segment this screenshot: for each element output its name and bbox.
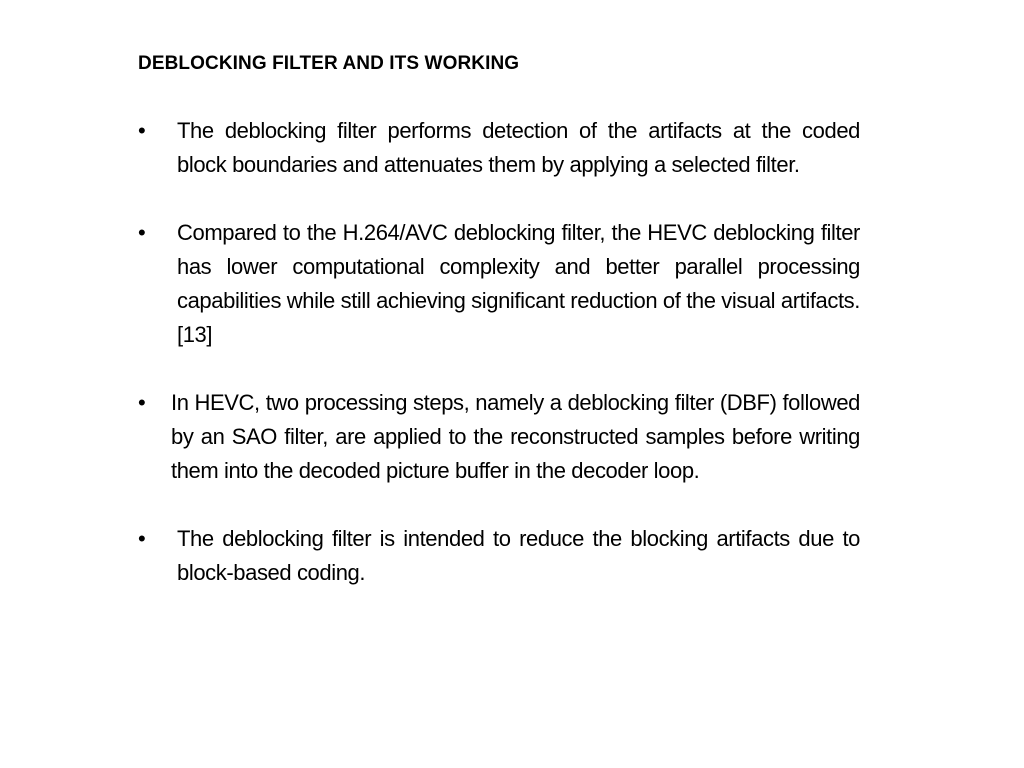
bullet-item-4 — [138, 522, 860, 590]
bullet-icon: • — [138, 526, 146, 551]
bullet-item-1 — [138, 114, 860, 182]
bullet-text: In HEVC, two processing steps, namely a deblocking filter (DBF) followed by an SAO filter, are applied to the reconstructed samples before writing them into the decoded picture buffer in the decoder loop. — [171, 390, 860, 483]
bullet-text: The deblocking filter performs detection of the artifacts at the coded block boundaries and attenuates them by applying a selected filter. — [177, 118, 860, 177]
bullet-text: Compared to the H.264/AVC deblocking filter, the HEVC deblocking filter has lower computational complexity and better parallel processing capabilities while still achieving significant reduction of the visual artifacts. [13] — [177, 220, 860, 347]
bullet-item-3 — [138, 386, 860, 488]
slide-title: DEBLOCKING FILTER AND ITS WORKING — [138, 53, 520, 74]
bullet-list — [138, 114, 860, 590]
bullet-icon: • — [138, 390, 146, 415]
bullet-text: The deblocking filter is intended to reduce the blocking artifacts due to block-based coding. — [177, 526, 860, 585]
bullet-item-2 — [138, 216, 860, 352]
bullet-icon: • — [138, 118, 146, 143]
bullet-icon: • — [138, 220, 146, 245]
